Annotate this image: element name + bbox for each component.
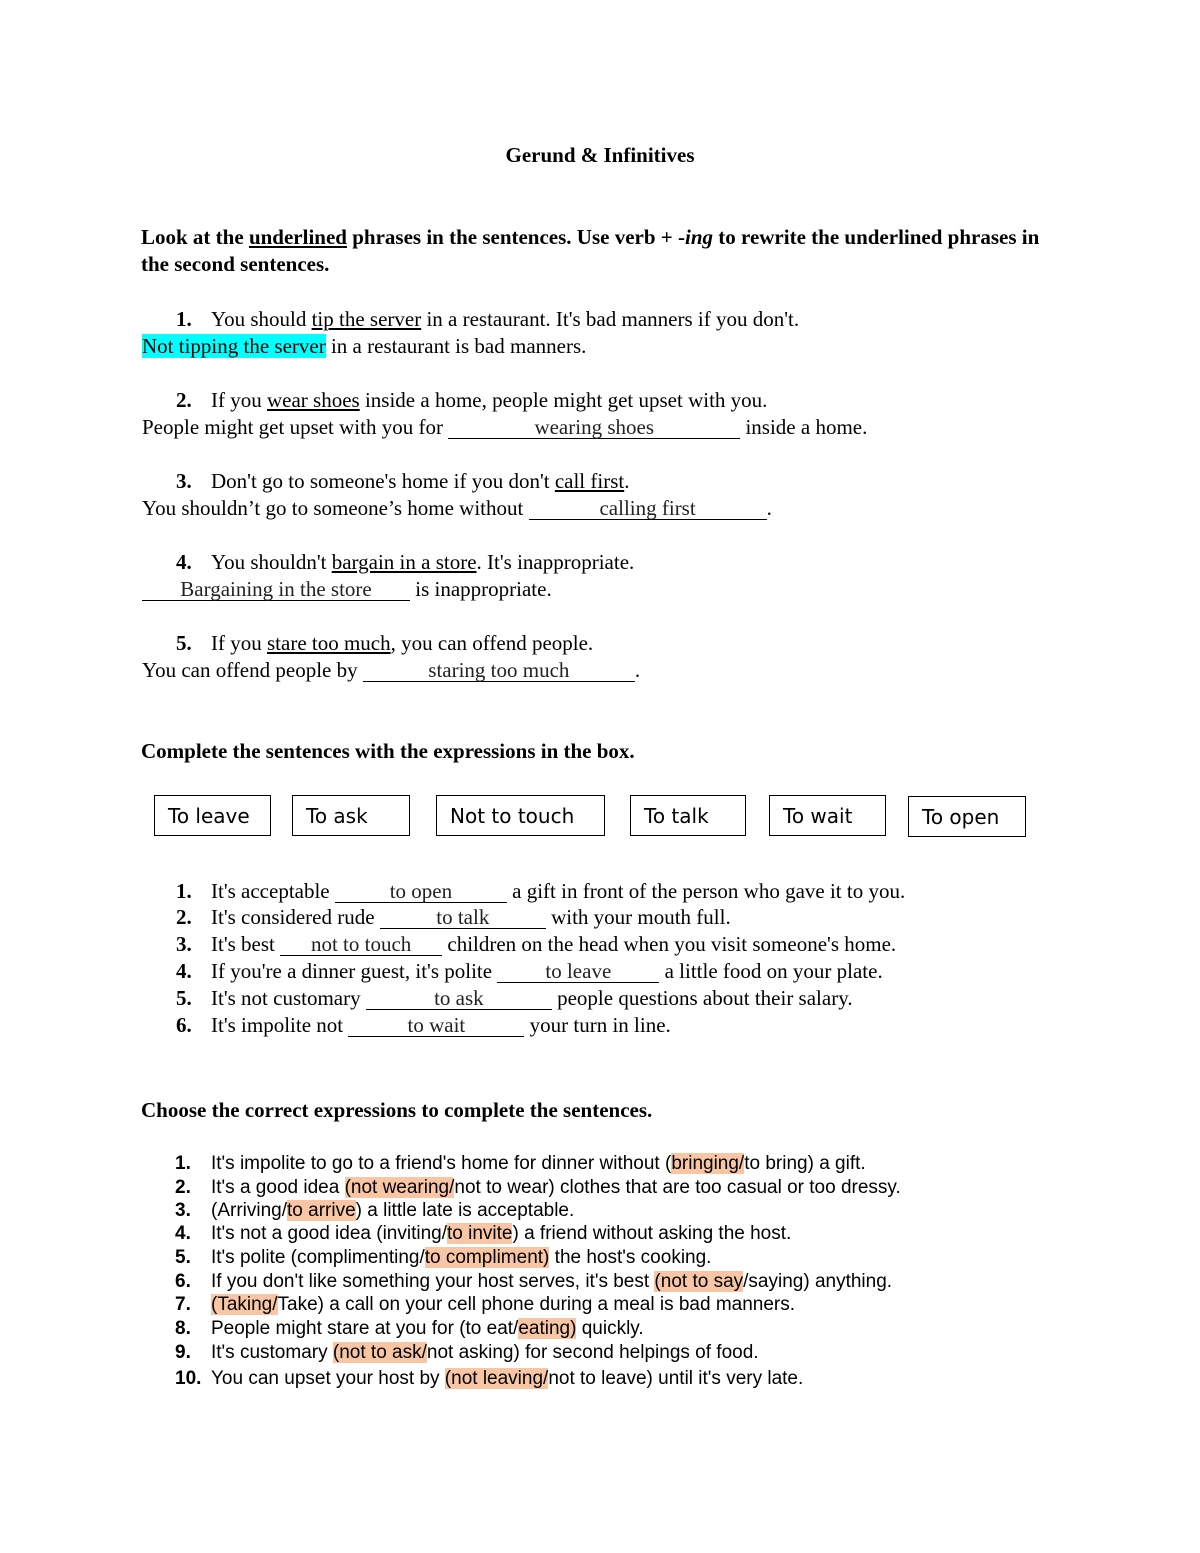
item-number: 2. — [176, 905, 192, 929]
a-text: is inappropriate. — [410, 577, 552, 601]
s-text: If you're a dinner guest, it's polite — [211, 959, 498, 983]
answer-blank[interactable] — [348, 1014, 524, 1037]
s3-item-3 — [175, 1199, 574, 1222]
item-number: 8. — [175, 1318, 191, 1339]
a-text: You can offend people by — [142, 658, 363, 682]
s-text: not to leave) until it's very late. — [548, 1368, 804, 1389]
s-text: ) a friend without asking the host. — [512, 1223, 792, 1244]
s1-answer-1 — [142, 333, 586, 360]
q-text: . It's inappropriate. — [476, 550, 635, 574]
q-text: If you — [211, 388, 267, 412]
answer-blank[interactable] — [335, 880, 507, 903]
s3-item-4 — [175, 1222, 791, 1245]
q-text: . — [624, 469, 630, 493]
expression-box: To wait — [769, 795, 886, 836]
s-text: a little food on your plate. — [659, 959, 883, 983]
expression-box: To talk — [630, 795, 746, 836]
answer-blank[interactable] — [448, 416, 740, 439]
s-text: /saying) anything. — [743, 1271, 893, 1292]
s1-question-3 — [142, 468, 629, 495]
item-number: 6. — [176, 1013, 192, 1037]
s-text: ) a little late is acceptable. — [355, 1200, 575, 1221]
a-text: inside a home. — [740, 415, 868, 439]
s2-item-4 — [142, 958, 883, 985]
a-text: You shouldn’t go to someone’s home without — [142, 496, 529, 520]
s-text: Take) a call on your cell phone during a meal is bad manners. — [277, 1294, 796, 1315]
answer-fill: Bargaining in the store — [180, 577, 372, 601]
s-text: It's acceptable — [211, 879, 335, 903]
answer-blank[interactable] — [363, 659, 635, 682]
a-text: in a restaurant is bad manners. — [325, 334, 587, 358]
instr-underlined: underlined — [248, 225, 347, 249]
answer-fill: to leave — [545, 959, 612, 983]
s1-question-1 — [142, 306, 799, 333]
answer-highlight[interactable]: (not to say — [654, 1271, 744, 1292]
answer-highlight[interactable]: to compliment) — [424, 1247, 550, 1268]
s-text: not to wear) clothes that are too casual or too dressy. — [454, 1177, 901, 1198]
section2-instruction: Complete the sentences with the expressions in the box. — [141, 739, 635, 763]
q-text: in a restaurant. It's bad manners if you don't. — [421, 307, 800, 331]
q-text: If you — [211, 631, 267, 655]
answer-highlight[interactable]: to arrive — [287, 1200, 356, 1221]
answer-fill: wearing shoes — [534, 415, 654, 439]
answer-blank[interactable] — [280, 933, 442, 956]
answer-highlight[interactable]: (not to ask/ — [332, 1342, 427, 1363]
s-text: It's polite (complimenting/ — [211, 1247, 425, 1268]
s-text: quickly. — [576, 1318, 644, 1339]
s2-item-3 — [142, 931, 896, 958]
item-number: 4. — [176, 959, 192, 983]
answer-fill: to open — [389, 879, 453, 903]
answer-highlight[interactable]: (Taking/ — [211, 1294, 278, 1315]
s1-answer-2 — [142, 414, 867, 441]
item-number: 4. — [175, 1223, 191, 1244]
s3-item-2 — [175, 1176, 901, 1199]
a-text: People might get upset with you for — [142, 415, 449, 439]
s-text: People might stare at you for (to eat/ — [211, 1318, 519, 1339]
instr-text: Look at the — [141, 225, 249, 249]
answer-fill: to ask — [434, 986, 484, 1010]
answer-highlight[interactable]: (not wearing/ — [344, 1177, 455, 1198]
s2-item-6 — [142, 1012, 671, 1039]
item-number: 10. — [175, 1368, 202, 1389]
item-number: 1. — [176, 879, 192, 903]
answer-fill: not to touch — [310, 932, 412, 956]
q-text: You shouldn't — [211, 550, 332, 574]
s-text: If you don't like something your host serves, it's best — [211, 1271, 655, 1292]
answer-highlight: Not tipping the server — [142, 334, 326, 358]
q-text: , you can offend people. — [390, 631, 594, 655]
q-underlined: bargain in a store — [331, 550, 477, 574]
s-text: children on the head when you visit someone's home. — [442, 932, 897, 956]
item-number: 1. — [176, 307, 192, 331]
s-text: the host's cooking. — [549, 1247, 712, 1268]
s3-item-1 — [175, 1152, 866, 1175]
item-number: 4. — [176, 550, 192, 574]
s3-item-9 — [175, 1341, 759, 1364]
instr-text: phrases in the sentences. Use verb + - — [346, 225, 685, 249]
s3-item-7 — [175, 1293, 795, 1316]
item-number: 5. — [175, 1247, 191, 1268]
s3-item-10 — [175, 1367, 803, 1390]
answer-blank[interactable] — [380, 906, 546, 929]
s1-answer-3 — [142, 495, 772, 522]
q-underlined: tip the server — [311, 307, 422, 331]
q-underlined: stare too much — [267, 631, 391, 655]
q-underlined: call first — [554, 469, 625, 493]
item-number: 3. — [175, 1200, 191, 1221]
s-text: It's best — [211, 932, 281, 956]
item-number: 5. — [176, 986, 192, 1010]
s3-item-6 — [175, 1270, 892, 1293]
q-underlined: wear shoes — [267, 388, 360, 412]
s-text: (Arriving/ — [211, 1200, 288, 1221]
answer-fill: staring too much — [428, 658, 570, 682]
instr-ing: ing — [685, 225, 714, 249]
answer-highlight[interactable]: bringing/ — [671, 1153, 745, 1174]
answer-highlight[interactable]: (not leaving/ — [444, 1368, 549, 1389]
expression-box: To leave — [154, 795, 271, 836]
s2-item-2 — [142, 904, 731, 931]
item-number: 6. — [175, 1271, 191, 1292]
item-number: 2. — [175, 1177, 191, 1198]
s-text: It's impolite not — [211, 1013, 349, 1037]
answer-fill: to talk — [436, 905, 490, 929]
answer-blank[interactable] — [142, 578, 410, 601]
s-text: a gift in front of the person who gave it to you. — [506, 879, 906, 903]
s1-answer-5 — [142, 657, 640, 684]
q-text: inside a home, people might get upset with you. — [359, 388, 768, 412]
item-number: 3. — [176, 932, 192, 956]
s-text: your turn in line. — [524, 1013, 671, 1037]
q-text: You should — [211, 307, 312, 331]
expression-box: To open — [908, 796, 1026, 837]
item-number: 3. — [176, 469, 192, 493]
s-text: to bring) a gift. — [744, 1153, 866, 1174]
item-number: 2. — [176, 388, 192, 412]
answer-fill: to wait — [407, 1013, 466, 1037]
s-text: It's a good idea — [211, 1177, 345, 1198]
item-number: 7. — [175, 1294, 191, 1315]
s-text: It's not a good idea (inviting/ — [211, 1223, 447, 1244]
s-text: not asking) for second helpings of food. — [426, 1342, 759, 1363]
page-title: Gerund & Infinitives — [505, 143, 695, 167]
s-text: You can upset your host by — [211, 1368, 445, 1389]
s-text: ( — [665, 1153, 672, 1174]
item-number: 1. — [175, 1153, 191, 1174]
s-text: It's impolite to go to a friend's home for dinner without — [211, 1153, 665, 1174]
s2-item-1 — [142, 878, 905, 905]
s1-question-5 — [142, 630, 593, 657]
a-text: . — [634, 658, 641, 682]
answer-fill: calling first — [599, 496, 696, 520]
s-text: It's considered rude — [211, 905, 380, 929]
answer-blank[interactable] — [497, 960, 659, 983]
answer-blank[interactable] — [366, 987, 552, 1010]
s-text: It's not customary — [211, 986, 366, 1010]
expression-box: To ask — [292, 795, 410, 836]
s2-item-5 — [142, 985, 853, 1012]
s-text: with your mouth full. — [545, 905, 731, 929]
section1-instruction — [141, 224, 1061, 278]
a-text: . — [766, 496, 772, 520]
s1-question-4 — [142, 549, 634, 576]
s3-item-5 — [175, 1246, 711, 1269]
expression-box: Not to touch — [436, 795, 605, 836]
item-number: 9. — [175, 1342, 191, 1363]
item-number: 5. — [176, 631, 192, 655]
answer-highlight[interactable]: to invite — [447, 1223, 513, 1244]
s-text: It's customary — [211, 1342, 333, 1363]
s1-answer-4 — [142, 576, 552, 603]
instr-text: to rewrite the underlined phrases in the second sentences. — [141, 225, 1040, 276]
answer-blank[interactable] — [529, 497, 767, 520]
s-text: people questions about their salary. — [551, 986, 853, 1010]
s3-item-8 — [175, 1317, 644, 1340]
expression-box-row — [0, 795, 1200, 841]
q-text: Don't go to someone's home if you don't — [211, 469, 555, 493]
answer-highlight[interactable]: eating) — [518, 1318, 577, 1339]
s1-question-2 — [142, 387, 767, 414]
section3-instruction: Choose the correct expressions to complete the sentences. — [141, 1098, 653, 1122]
